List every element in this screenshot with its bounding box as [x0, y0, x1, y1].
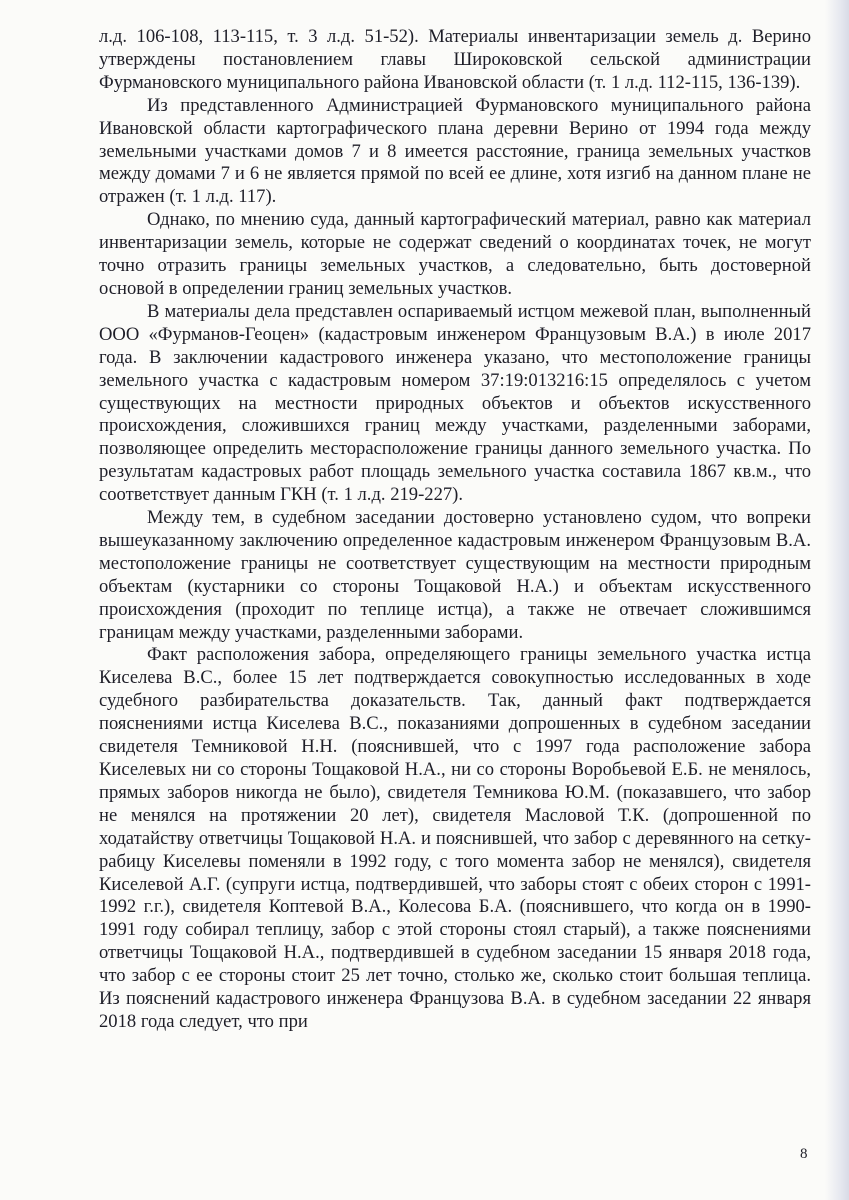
paragraph-boundary-plan: В материалы дела представлен оспариваемый истцом межевой план, выполненный ООО «Фурманов-Геоцен» (кадастровым инженером Французовым В.А.) в июле 2017 года. В заключении кадастрового инженера указано, что местоположение границы земельного участка с кадастровым номером 37:19:013216:15 определялось с учетом существующих на местности природных объектов и объектов искусственного происхождения, сложившихся границ между участками, разделенными заборами, позволяющее определить месторасположение границы данного земельного участка. По результатам кадастровых работ площадь земельного участка составила 1867 кв.м., что соответствует данным ГКН (т. 1 л.д. 219-227).	[99, 300, 811, 506]
document-body	[99, 26, 811, 1034]
paragraph-fence-evidence: Факт расположения забора, определяющего границы земельного участка истца Киселева В.С., более 15 лет подтверждается совокупностью исследованных в ходе судебного разбирательства доказательств. Так, данный факт подтверждается пояснениями истца Киселева В.С., показаниями допрошенных в судебном заседании свидетеля Темниковой Н.Н. (пояснившей, что с 1997 года расположение забора Киселевых ни со стороны Тощаковой Н.А., ни со стороны Воробьевой Е.Б. не менялось, прямых заборов никогда не было), свидетеля Темникова Ю.М. (показавшего, что забор не менялся на протяжении 20 лет), свидетеля Масловой Т.К. (допрошенной по ходатайству ответчицы Тощаковой Н.А. и пояснившей, что забор с деревянного на сетку-рабицу Киселевы поменяли в 1992 году, с того момента забор не менялся), свидетеля Киселевой А.Г. (супруги истца, подтвердившей, что заборы стоят с обеих сторон с 1991- 1992 г.г.), свидетеля Коптевой В.А., Колесова Б.А. (пояснившего, что когда он в 1990-1991 году собирал теплицу, забор с этой стороны стоял старый), а также пояснениями ответчицы Тощаковой Н.А., подтвердившей в судебном заседании 15 января 2018 года, что забор с ее стороны стоит 25 лет точно, столько же, сколько стоит большая теплица. Из пояснений кадастрового инженера Французова В.А. в судебном заседании 22 января 2018 года следует, что при	[99, 644, 811, 1032]
paragraph-continuation: л.д. 106-108, 113-115, т. 3 л.д. 51-52). Материалы инвентаризации земель д. Верино утверждены постановлением главы Широковской сельской администрации Фурмановского муниципального района Ивановской области (т. 1 л.д. 112-115, 136-139).	[99, 26, 811, 93]
paragraph-cartographic-plan: Из представленного Администрацией Фурмановского муниципального района Ивановской области картографического плана деревни Верино от 1994 года между земельными участками домов 7 и 8 имеется расстояние, граница земельных участков между домами 7 и 6 не является прямой по всей ее длине, хотя изгиб на данном плане не отражен (т. 1 л.д. 117).	[99, 94, 811, 208]
page-number: 8	[800, 1146, 808, 1162]
paragraph-court-finding: Между тем, в судебном заседании достоверно установлено судом, что вопреки вышеуказанному заключению определенное кадастровым инженером Французовым В.А. местоположение границы не соответствует существующим на местности природным объектам (кустарники со стороны Тощаковой Н.А.) и объектам искусственного происхождения (проходит по теплице истца), а также не отвечает сложившимся границам между участками, разделенными заборами.	[99, 507, 811, 643]
paragraph-court-opinion: Однако, по мнению суда, данный картографический материал, равно как материал инвентаризации земель, которые не содержат сведений о координатах точек, не могут точно отразить границы земельных участков, а следовательно, быть достоверной основой в определении границ земельных участков.	[99, 209, 811, 299]
page-edge-shadow	[825, 0, 849, 1200]
